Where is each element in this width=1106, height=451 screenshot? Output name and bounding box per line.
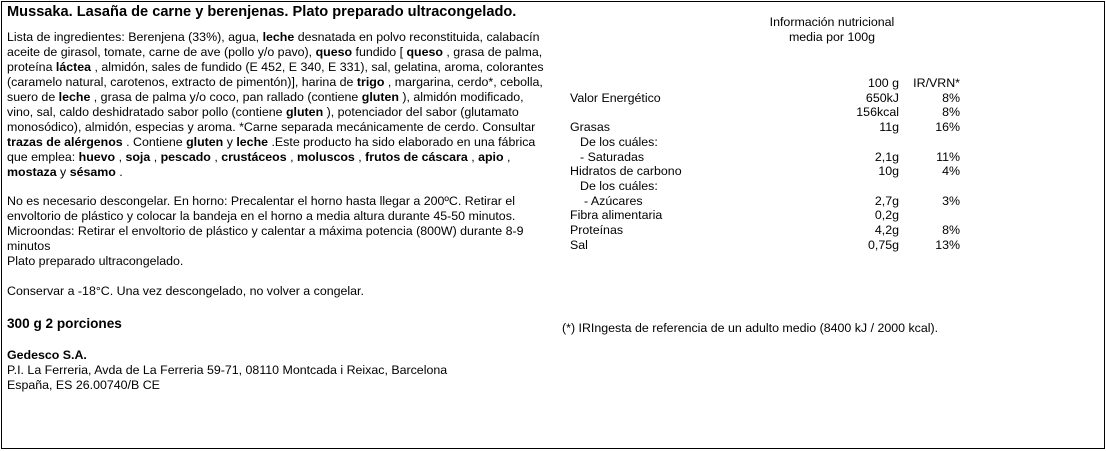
nutrient-value: 156kcal xyxy=(856,105,899,120)
column-header-ir: IR/VRN* xyxy=(913,76,960,90)
ingredient-text: . xyxy=(115,165,123,179)
ingredient-text: , xyxy=(210,150,222,164)
nutrient-ir-percent: 8% xyxy=(942,223,960,238)
allergen-text: leche xyxy=(262,30,295,44)
nutrition-row xyxy=(570,135,960,150)
ingredient-text: , margarina, cerdo*, cebolla, suero de xyxy=(7,75,543,104)
nutrient-name: Sal xyxy=(570,237,588,252)
nutrient-ir-percent xyxy=(899,179,960,194)
ingredient-text: . Contiene xyxy=(122,135,187,149)
ingredient-text: Lista de ingredientes: Berenjena (33%), agua, xyxy=(7,30,263,44)
nutrition-row xyxy=(570,194,960,209)
nutrient-value: 10g xyxy=(878,164,899,179)
allergen-text: gluten xyxy=(361,90,399,104)
nutrient-ir-percent: 4% xyxy=(942,164,960,179)
nutrient-ir-percent: 8% xyxy=(942,90,960,105)
ingredient-text: , xyxy=(354,150,366,164)
nutrition-header-title: Información nutricional xyxy=(769,15,895,29)
nutrition-row xyxy=(570,91,960,106)
company-name: Gedesco S.A. xyxy=(7,348,87,362)
nutrition-row xyxy=(570,120,960,135)
allergen-text: mostaza xyxy=(7,165,57,179)
ingredient-text: , grasa de palma, proteína xyxy=(7,45,543,74)
allergen-text: láctea xyxy=(55,60,92,74)
company-info xyxy=(7,348,552,393)
nutrient-value: 0,2g xyxy=(874,208,899,223)
nutrient-name: Fibra alimentaria xyxy=(570,208,663,223)
ingredient-text: , xyxy=(115,150,126,164)
allergen-text: soja xyxy=(125,150,151,164)
nutrition-row xyxy=(570,150,960,165)
nutrition-header-subtitle: media por 100g xyxy=(788,30,876,44)
nutrition-header xyxy=(732,15,932,45)
product-label xyxy=(1,1,1105,449)
ingredient-text: y xyxy=(223,135,237,149)
nutrient-ir-percent: 16% xyxy=(935,120,960,135)
nutrient-name: Hidratos de carbono xyxy=(570,164,682,179)
nutrient-value: 11g xyxy=(879,120,899,135)
ingredient-text: ), potenciador del sabor (glutamato monosódico), almidón, especias y aroma. *Carne separada mecánicamente de cerdo. Consultar xyxy=(7,105,536,134)
nutrient-ir-percent: 8% xyxy=(942,105,960,120)
nutrition-table xyxy=(570,76,960,252)
ingredient-text: , xyxy=(467,150,479,164)
nutrition-row xyxy=(570,164,960,179)
ingredient-text: desnatada en polvo reconstituida, calabacín aceite de girasol, tomate, carne de ave (pollo y/o pavo), xyxy=(7,30,540,59)
nutrient-ir-percent xyxy=(899,208,960,223)
nutrient-value: 4,2g xyxy=(874,223,899,238)
nutrient-ir-percent: 11% xyxy=(936,149,960,164)
ingredient-text: , xyxy=(503,150,511,164)
nutrient-ir-percent: 13% xyxy=(935,237,960,252)
nutrition-row xyxy=(570,179,960,194)
company-address: P.I. La Ferreria, Avda de La Ferreria 59-71, 08110 Montcada i Reixac, Barcelona xyxy=(7,363,448,377)
allergen-text: leche xyxy=(58,90,91,104)
allergen-text: trazas de alérgenos xyxy=(7,135,123,149)
allergen-text: leche xyxy=(236,135,269,149)
nutrition-row xyxy=(570,223,960,238)
preparation-instructions xyxy=(7,194,552,269)
allergen-text: pescado xyxy=(160,150,211,164)
nutrient-name: - Azúcares xyxy=(584,193,643,208)
allergen-text: gluten xyxy=(285,105,324,119)
nutrient-ir-percent xyxy=(899,135,960,150)
allergen-text: trigo xyxy=(356,75,385,89)
nutrition-row xyxy=(570,238,960,253)
storage-instructions: Conservar a -18°C. Una vez descongelado, no volver a congelar. xyxy=(7,284,364,298)
nutrition-row xyxy=(570,208,960,223)
nutrient-name: De los cuáles: xyxy=(580,178,658,193)
nutrient-value xyxy=(819,179,899,194)
column-header-100g: 100 g xyxy=(867,76,899,90)
nutrient-ir-percent: 3% xyxy=(942,193,960,208)
oven-instructions: No es necesario descongelar. En horno: Precalentar el horno hasta llegar a 200ºC. Retirar el envoltorio de plástico y colocar la bandeja en el horno a media altura durante 45-50 minutos. xyxy=(7,194,516,223)
nutrition-row xyxy=(570,105,960,120)
ingredient-text: y xyxy=(56,165,70,179)
allergen-text: apio xyxy=(478,150,504,164)
allergen-text: crustáceos xyxy=(221,150,287,164)
allergen-text: sésamo xyxy=(69,165,116,179)
nutrient-name: Proteínas xyxy=(570,223,624,238)
allergen-text: queso xyxy=(315,45,353,59)
net-weight: 300 g 2 porciones xyxy=(7,316,122,331)
product-type: Plato preparado ultracongelado. xyxy=(7,254,184,268)
ingredient-text: ), almidón modificado, vino, sal, caldo deshidratado sabor pollo (contiene xyxy=(7,90,524,119)
nutrient-name xyxy=(570,105,819,120)
allergen-text: queso xyxy=(406,45,443,59)
microwave-instructions: Microondas: Retirar el envoltorio de plástico y calentar a máxima potencia (800W) durante 8-9 minutos xyxy=(7,224,524,253)
nutrient-value: 650kJ xyxy=(865,90,899,105)
left-column xyxy=(7,4,552,393)
nutrient-name: Valor Energético xyxy=(570,90,661,105)
nutrition-column-header-row xyxy=(570,76,960,91)
ingredient-text: , almidón, sales de fundido (E 452, E 340, E 331), sal, gelatina, aroma, colorantes (caramelo natural, carotenos, extracto de pimentón)], harina de xyxy=(7,60,544,89)
ingredients-list xyxy=(7,30,552,180)
company-registry: España, ES 26.00740/B CE xyxy=(7,378,160,392)
nutrition-footnote: (*) IRIngesta de referencia de un adulto medio (8400 kJ / 2000 kcal). xyxy=(562,321,939,335)
nutrient-name: De los cuáles: xyxy=(580,134,658,149)
product-title: Mussaka. Lasaña de carne y berenjenas. Plato preparado ultracongelado. xyxy=(7,4,517,20)
nutrient-name: Grasas xyxy=(570,120,610,135)
nutrient-value: 2,1g xyxy=(874,149,899,164)
allergen-text: huevo xyxy=(78,150,116,164)
ingredient-text: , xyxy=(150,150,161,164)
ingredient-text: , grasa de palma y/o coco, pan rallado (contiene xyxy=(90,90,362,104)
nutrient-value xyxy=(819,135,899,150)
allergen-text: gluten xyxy=(186,135,224,149)
ingredient-text: .Este producto ha sido elaborado en una fábrica que emplea: xyxy=(7,135,536,164)
nutrient-value: 0,75g xyxy=(867,237,899,252)
ingredient-text: , xyxy=(286,150,297,164)
nutrient-value: 2,7g xyxy=(874,193,899,208)
allergen-text: moluscos xyxy=(296,150,355,164)
allergen-text: frutos de cáscara xyxy=(365,150,468,164)
ingredient-text: fundido [ xyxy=(352,45,407,59)
nutrient-name: - Saturadas xyxy=(580,149,645,164)
